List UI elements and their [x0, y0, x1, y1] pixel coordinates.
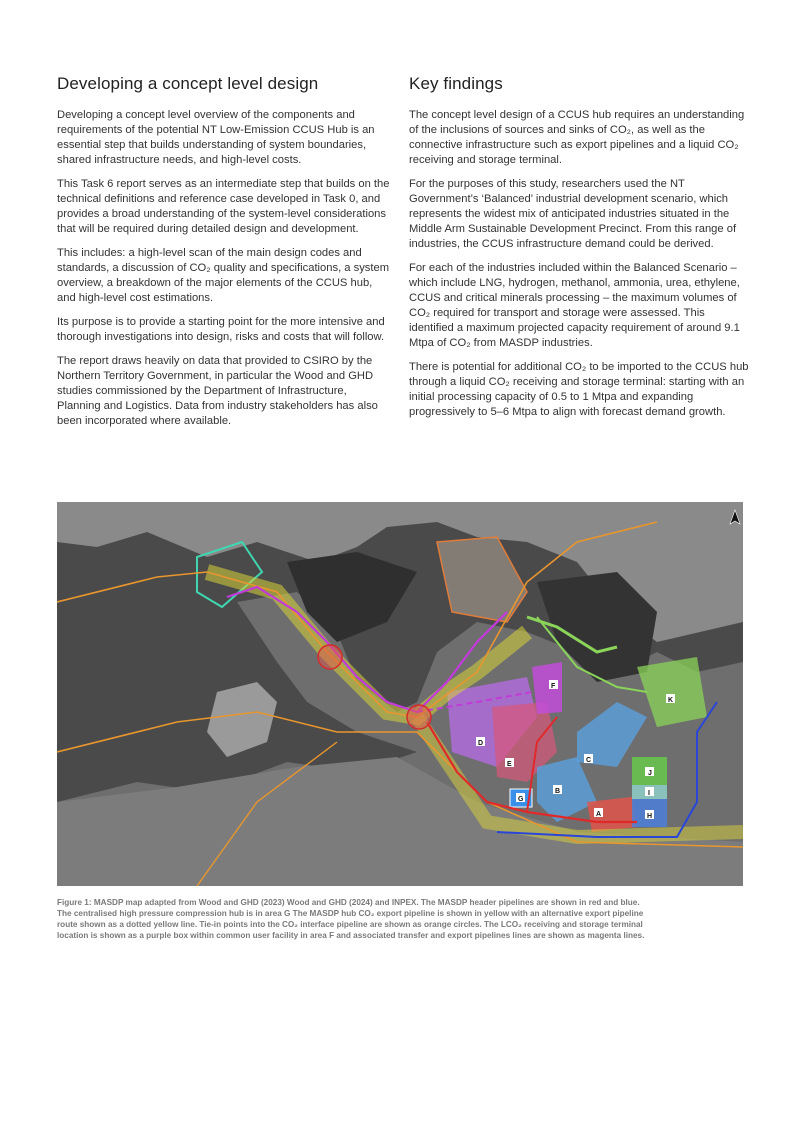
caption-line-2: The centralised high pressure compression hub is in area G The MASDP hub CO₂ export pipeline is shown in yellow with an alternative export pipeline — [57, 909, 644, 918]
right-paragraph-3: For each of the industries included within the Balanced Scenario – which include LNG, hydrogen, methanol, ammonia, urea, ethylene, CCUS and critical minerals processing – the maximum volumes of CO₂ required for transport and storage were assessed. This identified a maximum projected capacity requirement of around 9.1 Mtpa of CO₂ from MASDP industries. — [409, 262, 740, 349]
left-heading: Developing a concept level design — [57, 74, 319, 93]
left-paragraph-3: This includes: a high-level scan of the main design codes and standards, a discussion of CO₂ quality and specifications, a system overview, a breakdown of the major elements of the CCUS hub, and high-level cost estimations. — [57, 247, 390, 304]
caption-line-4: location is shown as a purple box within common user facility in area F and associated transfer and export pipelines lines are shown as magenta lines. — [57, 931, 645, 940]
caption-line-1: Figure 1: MASDP map adapted from Wood and GHD (2023) Wood and GHD (2024) and INPEX. The MASDP header pipelines are shown in red and blue. — [57, 898, 640, 907]
zone-label-D: D — [478, 740, 484, 747]
left-paragraph-2: This Task 6 report serves as an intermediate step that builds on the technical definitions and reference case developed in Task 0, and provides a broad understanding of the system-level considerations that will be required during detailed design and development. — [57, 178, 390, 235]
masdp-map — [57, 502, 743, 886]
right-heading: Key findings — [409, 74, 503, 93]
right-paragraph-1: The concept level design of a CCUS hub requires an understanding of the inclusions of sources and sinks of CO₂, as well as the connective infrastructure such as export pipelines and a liquid CO₂ receiving and storage terminal. — [409, 109, 745, 166]
left-paragraph-4: Its purpose is to provide a starting point for the more intensive and thorough investigations into design, risks and costs that will follow. — [57, 316, 385, 343]
zone-label-F: F — [551, 683, 556, 690]
right-paragraph-2: For the purposes of this study, researchers used the NT Government’s ‘Balanced’ industrial development scenario, which represents the widest mix of anticipated industries situated in the Middle Arm Sustainable Development Precinct. From this range of industries, the CCUS infrastructure demand could be derived. — [409, 178, 737, 250]
zone-label-E: E — [507, 761, 512, 768]
figure-caption — [57, 897, 747, 941]
right-paragraph-4: There is potential for additional CO₂ to be imported to the CCUS hub through a liquid CO₂ receiving and storage terminal: starting with an initial processing capacity of 0.5 to 1 Mtpa and expanding progressively to 5–6 Mtpa to align with forecast demand growth. — [409, 361, 749, 418]
zone-label-H: H — [647, 813, 653, 820]
zone-label-K: K — [668, 697, 674, 704]
left-paragraph-1: Developing a concept level overview of the components and requirements of the potential NT Low-Emission CCUS Hub is an essential step that builds understanding of system boundaries, shared infrastructure needs, and high-level costs. — [57, 109, 375, 166]
zone-label-B: B — [555, 788, 561, 795]
zone-label-I: I — [648, 790, 650, 797]
left-column — [57, 74, 392, 438]
left-paragraph-5: The report draws heavily on data that provided to CSIRO by the Northern Territory Government, in particular the Wood and GHD studies commissioned by the Department of Infrastructure, Planning and Logistics. Data from industry stakeholders has also been incorporated where available. — [57, 355, 378, 427]
map-canvas — [57, 502, 743, 886]
tie-in-point-1 — [318, 645, 342, 669]
zone-label-A: A — [596, 811, 602, 818]
right-column — [409, 74, 749, 429]
caption-line-3: route shown as a dotted yellow line. Tie-in points into the CO₂ interface pipeline are shown as orange circles. The LCO₂ receiving and storage terminal — [57, 920, 643, 929]
tie-in-point-2 — [407, 705, 431, 729]
zone-label-C: C — [586, 757, 592, 764]
zone-label-J: J — [648, 770, 652, 777]
zone-label-G: G — [518, 796, 524, 803]
